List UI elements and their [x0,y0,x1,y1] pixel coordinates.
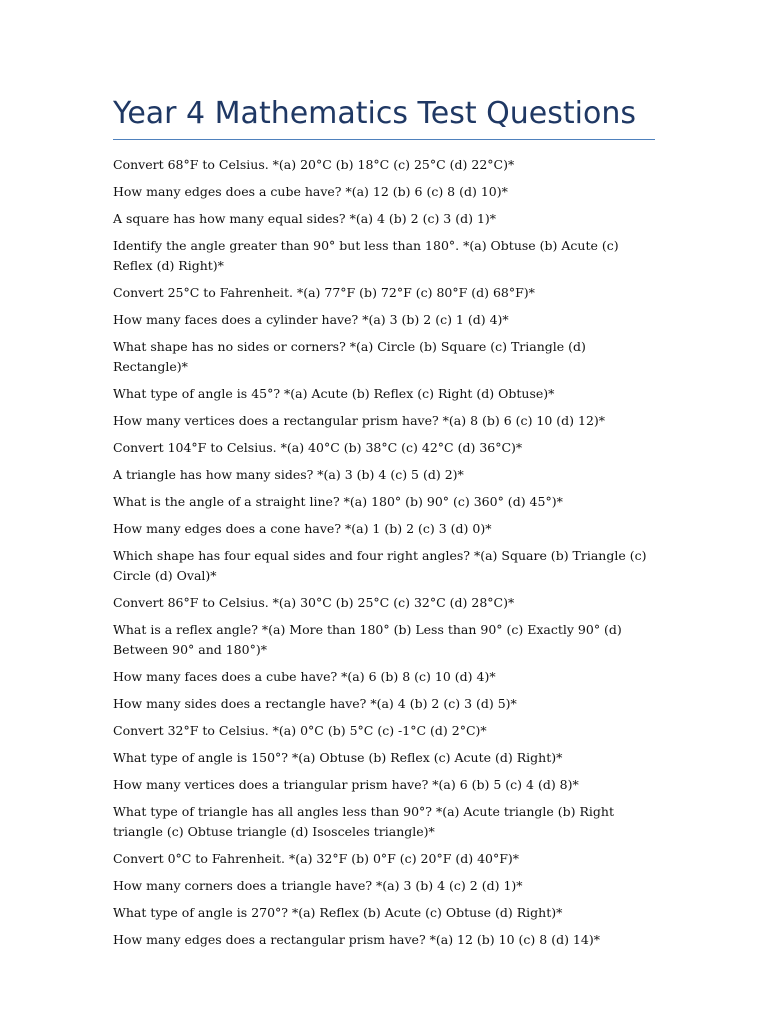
question-item: What shape has no sides or corners? *(a) Circle (b) Square (c) Triangle (d) Rectangle)* [113,339,586,374]
question-item: How many edges does a rectangular prism have? *(a) 12 (b) 10 (c) 8 (d) 14)* [113,932,600,947]
question-item: How many vertices does a triangular prism have? *(a) 6 (b) 5 (c) 4 (d) 8)* [113,777,579,792]
question-item: What type of angle is 150°? *(a) Obtuse (b) Reflex (c) Acute (d) Right)* [113,750,563,765]
title-underline [113,139,655,140]
question-item: Convert 25°C to Fahrenheit. *(a) 77°F (b) 72°F (c) 80°F (d) 68°F)* [113,285,535,300]
question-item: How many vertices does a rectangular prism have? *(a) 8 (b) 6 (c) 10 (d) 12)* [113,413,606,428]
question-item: Convert 32°F to Celsius. *(a) 0°C (b) 5°C (c) -1°C (d) 2°C)* [113,723,487,738]
question-item: What type of angle is 45°? *(a) Acute (b) Reflex (c) Right (d) Obtuse)* [113,386,555,401]
question-item: How many faces does a cube have? *(a) 6 (b) 8 (c) 10 (d) 4)* [113,669,496,684]
question-item: A square has how many equal sides? *(a) 4 (b) 2 (c) 3 (d) 1)* [113,211,497,226]
question-item: What is the angle of a straight line? *(a) 180° (b) 90° (c) 360° (d) 45°)* [113,494,563,509]
question-item: Convert 86°F to Celsius. *(a) 30°C (b) 25°C (c) 32°C (d) 28°C)* [113,595,515,610]
question-item: What is a reflex angle? *(a) More than 180° (b) Less than 90° (c) Exactly 90° (d) Between 90° and 180°)* [113,622,622,657]
question-item: Identify the angle greater than 90° but less than 180°. *(a) Obtuse (b) Acute (c) Reflex (d) Right)* [113,238,619,273]
question-item: Convert 104°F to Celsius. *(a) 40°C (b) 38°C (c) 42°C (d) 36°C)* [113,440,523,455]
question-item: How many faces does a cylinder have? *(a) 3 (b) 2 (c) 1 (d) 4)* [113,312,509,327]
question-list [113,155,658,957]
question-item: How many edges does a cone have? *(a) 1 (b) 2 (c) 3 (d) 0)* [113,521,492,536]
document-title: Year 4 Mathematics Test Questions [113,96,636,131]
question-item: A triangle has how many sides? *(a) 3 (b) 4 (c) 5 (d) 2)* [113,467,464,482]
question-item: Convert 68°F to Celsius. *(a) 20°C (b) 18°C (c) 25°C (d) 22°C)* [113,157,515,172]
question-item: Which shape has four equal sides and four right angles? *(a) Square (b) Triangle (c) Circle (d) Oval)* [113,548,647,583]
question-item: What type of angle is 270°? *(a) Reflex (b) Acute (c) Obtuse (d) Right)* [113,905,563,920]
question-item: Convert 0°C to Fahrenheit. *(a) 32°F (b) 0°F (c) 20°F (d) 40°F)* [113,851,520,866]
question-item: What type of triangle has all angles less than 90°? *(a) Acute triangle (b) Right triangle (c) Obtuse triangle (d) Isosceles triangle)* [113,804,614,839]
question-item: How many corners does a triangle have? *(a) 3 (b) 4 (c) 2 (d) 1)* [113,878,523,893]
question-item: How many sides does a rectangle have? *(a) 4 (b) 2 (c) 3 (d) 5)* [113,696,517,711]
question-item: How many edges does a cube have? *(a) 12 (b) 6 (c) 8 (d) 10)* [113,184,508,199]
